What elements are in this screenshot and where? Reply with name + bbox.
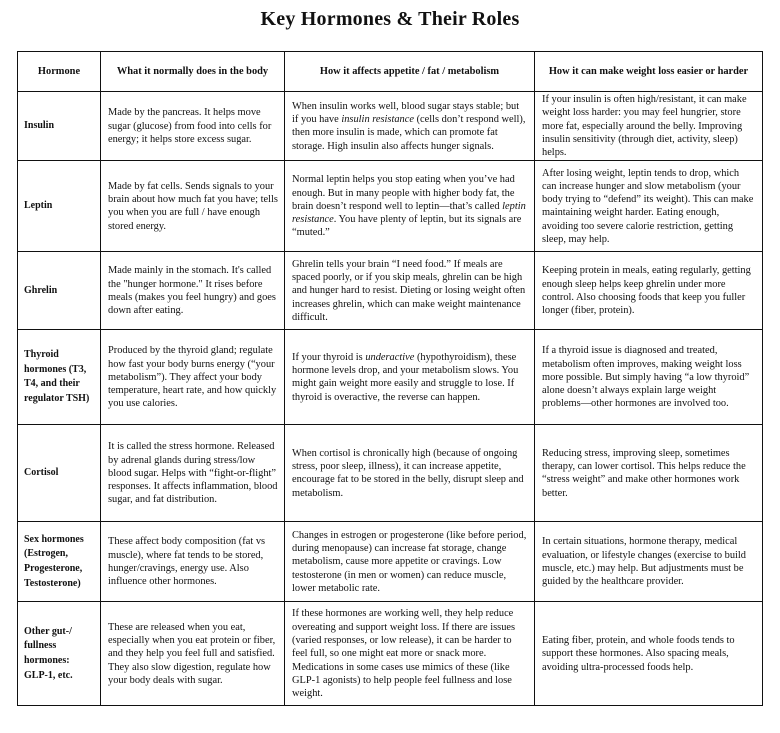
hormone-name: Sex hormones (Estrogen, Progesterone, Testosterone) xyxy=(18,522,101,602)
cell-text: . You have plenty of leptin, but its signals are “muted.” xyxy=(292,214,522,239)
cell-text: Changes in estrogen or progesterone (like before period, during menopause) can increase fat storage, change metabolism, cause more appetite or cravings. Low testosterone (in men or women) can reduce muscle, lower metabolic rate. xyxy=(292,529,527,594)
cell-text: When insulin works well, blood sugar stays stable; but if you have xyxy=(292,100,520,125)
header-row xyxy=(18,52,763,92)
normal-function-cell: It is called the stress hormone. Released by adrenal glands during stress/low blood sugar. Helps with “fight-or-flight” responses. It affects inflammation, blood sugar, and fat distribution. xyxy=(101,425,285,522)
table-row xyxy=(18,425,763,522)
cell-text: Normal leptin helps you stop eating when you’ve had enough. But in many people with higher body fat, the brain doesn’t respond well to leptin—that’s called xyxy=(292,174,515,212)
weight-loss-cell: After losing weight, leptin tends to drop, which can increase hunger and slow metabolism (your body trying to “defend” its weight). This can make maintaining weight harder. Eating enough, avoiding too severe calorie restriction, getting sleep, may help. xyxy=(535,161,763,252)
normal-function-cell: Produced by the thyroid gland; regulate how fast your body burns energy (“your metabolism”). They affect your body temperature, heart rate, and how quickly you use calories. xyxy=(101,330,285,425)
cell-text: (cells don’t respond well), then more insulin is made, which can promote fat storage. High insulin also affects hunger signals. xyxy=(292,113,526,152)
weight-loss-cell: Keeping protein in meals, eating regularly, getting enough sleep helps keep ghrelin under more control. Also choosing foods that keep you fuller longer (fiber, protein). xyxy=(535,252,763,330)
hormone-name: Thyroid hormones (T3, T4, and their regulator TSH) xyxy=(18,330,101,425)
cell-term: underactive xyxy=(365,351,415,363)
hormone-name: Cortisol xyxy=(18,425,101,522)
table-row xyxy=(18,161,763,252)
cell-text: If these hormones are working well, they help reduce overeating and support weight loss. If there are issues (varied responses, or low release), it can be harder to feel full, so one might eat more or snack more. Medications in some cases use mimics of these (like GLP-1 agonists) to help people feel fullness and lose weight. xyxy=(292,608,516,700)
weight-loss-cell: If your insulin is often high/resistant, it can make weight loss harder: you may feel hungrier, store more fat, especially around the belly. Improving insulin sensitivity (through diet, activity, sleep) helps. xyxy=(535,92,763,161)
weight-loss-cell: If a thyroid issue is diagnosed and treated, metabolism often improves, making weight loss more possible. But simply having “a low thyroid” alone doesn’t always explain large weight problems—other hormones are involved too. xyxy=(535,330,763,425)
hormone-name: Ghrelin xyxy=(18,252,101,330)
hormone-name: Leptin xyxy=(18,161,101,252)
table-row xyxy=(18,522,763,602)
appetite-metabolism-cell xyxy=(285,602,535,706)
header-normal-function: What it normally does in the body xyxy=(101,52,285,92)
header-hormone: Hormone xyxy=(18,52,101,92)
table-row xyxy=(18,252,763,330)
header-appetite-metabolism: How it affects appetite / fat / metabolism xyxy=(285,52,535,92)
cell-text: (hypothyroidism), these hormone levels drop, and your metabolism slows. You might gain weight more easily and struggle to lose. If thyroid is overactive, the reverse can happen. xyxy=(292,351,519,403)
appetite-metabolism-cell xyxy=(285,252,535,330)
cell-text: If your thyroid is xyxy=(292,351,366,363)
cell-term: insulin resistance xyxy=(341,113,414,125)
cell-term: leptin resistance xyxy=(292,200,526,226)
cell-text: When cortisol is chronically high (because of ongoing stress, poor sleep, illness), it can increase appetite, encourage fat to be stored in the belly, disrupt sleep and metabolism. xyxy=(292,447,524,499)
normal-function-cell: These are released when you eat, especially when you eat protein or fiber, and they help you feel full and satisfied. They also slow digestion, regulate how your body deals with sugar. xyxy=(101,602,285,706)
appetite-metabolism-cell xyxy=(285,425,535,522)
table-row xyxy=(18,330,763,425)
hormones-table xyxy=(17,51,763,706)
table-row xyxy=(18,602,763,706)
weight-loss-cell: In certain situations, hormone therapy, medical evaluation, or lifestyle changes (exercise to build muscle, etc.) may help. But adjustments must be guided by the healthcare provider. xyxy=(535,522,763,602)
normal-function-cell: These affect body composition (fat vs muscle), where fat tends to be stored, hunger/cravings, energy use. Also influence other hormones. xyxy=(101,522,285,602)
table-row xyxy=(18,92,763,161)
appetite-metabolism-cell xyxy=(285,161,535,252)
normal-function-cell: Made by fat cells. Sends signals to your brain about how much fat you have; tells you when you are full / have enough stored energy. xyxy=(101,161,285,252)
hormone-name: Insulin xyxy=(18,92,101,161)
appetite-metabolism-cell xyxy=(285,92,535,161)
hormone-name: Other gut-/ fullness hormones: GLP-1, etc. xyxy=(18,602,101,706)
weight-loss-cell: Reducing stress, improving sleep, sometimes therapy, can lower cortisol. This helps reduce the “stress weight” and make other hormones work better. xyxy=(535,425,763,522)
weight-loss-cell: Eating fiber, protein, and whole foods tends to support these hormones. Also spacing meals, avoiding ultra-processed foods help. xyxy=(535,602,763,706)
appetite-metabolism-cell xyxy=(285,330,535,425)
page-title: Key Hormones & Their Roles xyxy=(260,8,520,30)
appetite-metabolism-cell xyxy=(285,522,535,602)
normal-function-cell: Made by the pancreas. It helps move sugar (glucose) from food into cells for energy; it helps store excess sugar. xyxy=(101,92,285,161)
normal-function-cell: Made mainly in the stomach. It's called the "hunger hormone." It rises before meals (makes you feel hungry) and goes down after eating. xyxy=(101,252,285,330)
header-weight-loss: How it can make weight loss easier or harder xyxy=(535,52,763,92)
cell-text: Ghrelin tells your brain “I need food.” If meals are spaced poorly, or if you skip meals, ghrelin can be high and hunger hard to resist. Dieting or losing weight often increases ghrelin, which can make weight maintenance difficult. xyxy=(292,258,526,323)
